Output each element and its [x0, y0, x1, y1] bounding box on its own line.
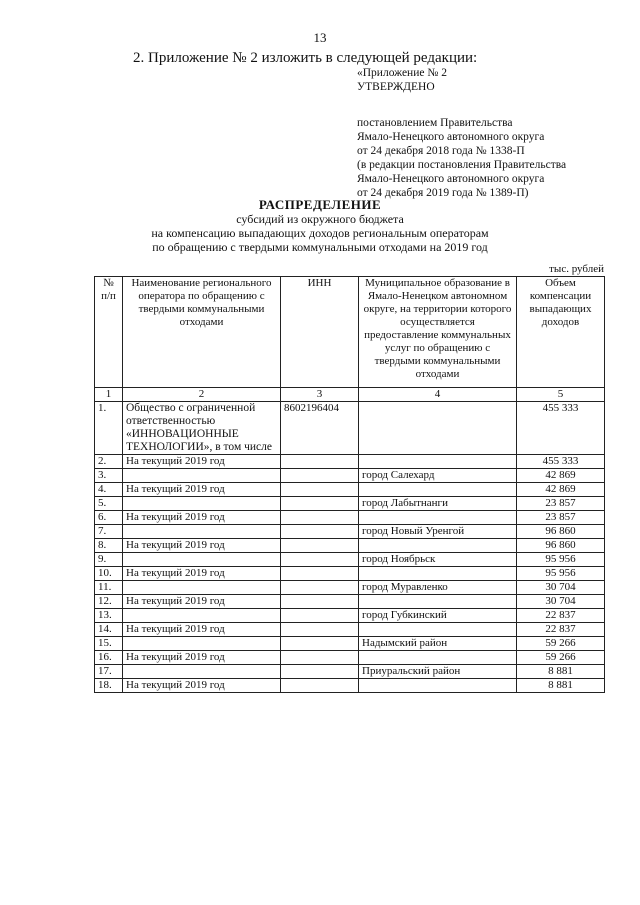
column-number-row	[95, 388, 605, 402]
document-title: РАСПРЕДЕЛЕНИЕ	[258, 197, 382, 212]
row-amount: 22 837	[517, 623, 605, 637]
row-municipality	[359, 595, 517, 609]
row-number: 14.	[95, 623, 123, 637]
row-operator: На текущий 2019 год	[123, 651, 281, 665]
row-number: 5.	[95, 497, 123, 511]
row-number: 18.	[95, 679, 123, 693]
intro-text: 2. Приложение № 2 изложить в следующей редакции:	[133, 50, 478, 66]
document-subtitle: на компенсацию выпадающих доходов региональным операторам	[151, 226, 489, 240]
row-municipality	[359, 651, 517, 665]
table-row	[95, 595, 605, 609]
row-amount: 22 837	[517, 609, 605, 623]
row-municipality	[359, 623, 517, 637]
row-municipality: город Губкинский	[359, 609, 517, 623]
row-amount: 42 869	[517, 469, 605, 483]
row-inn	[281, 455, 359, 469]
table-row	[95, 637, 605, 651]
column-number: 2	[123, 388, 281, 402]
row-operator	[123, 665, 281, 679]
header-municipality: Муниципальное образование в Ямало-Ненецком автономном округе, на территории которого осуществляется предоставление коммунальных услуг по обращению с твердыми коммунальными отходами	[359, 277, 517, 388]
row-municipality	[359, 483, 517, 497]
row-number: 13.	[95, 609, 123, 623]
row-number: 15.	[95, 637, 123, 651]
row-amount: 455 333	[517, 402, 605, 455]
distribution-table	[94, 276, 605, 693]
row-inn	[281, 567, 359, 581]
row-amount: 8 881	[517, 665, 605, 679]
row-municipality: Приуральский район	[359, 665, 517, 679]
table-row	[95, 623, 605, 637]
row-inn	[281, 581, 359, 595]
row-amount: 8 881	[517, 679, 605, 693]
units-label: тыс. рублей	[549, 263, 604, 275]
row-operator: На текущий 2019 год	[123, 595, 281, 609]
row-amount: 59 266	[517, 637, 605, 651]
row-municipality: город Новый Уренгой	[359, 525, 517, 539]
row-amount: 30 704	[517, 581, 605, 595]
table-row	[95, 679, 605, 693]
row-number: 11.	[95, 581, 123, 595]
page-number: 13	[313, 30, 327, 45]
row-inn	[281, 539, 359, 553]
table-row	[95, 497, 605, 511]
row-amount: 59 266	[517, 651, 605, 665]
header-number: № п/п	[95, 277, 123, 388]
row-number: 17.	[95, 665, 123, 679]
row-municipality	[359, 402, 517, 455]
row-operator	[123, 469, 281, 483]
approval-line: Ямало-Ненецкого автономного округа	[357, 131, 545, 143]
column-number: 1	[95, 388, 123, 402]
document-title-block	[0, 198, 640, 254]
document-subtitle: субсидий из окружного бюджета	[236, 212, 404, 226]
row-number: 10.	[95, 567, 123, 581]
row-inn	[281, 651, 359, 665]
row-inn	[281, 665, 359, 679]
table-row	[95, 539, 605, 553]
approval-appendix-line: «Приложение № 2	[357, 67, 447, 79]
row-amount: 96 860	[517, 525, 605, 539]
row-municipality: Надымский район	[359, 637, 517, 651]
row-amount: 95 956	[517, 567, 605, 581]
approval-line: от 24 декабря 2018 года № 1338-П	[357, 145, 525, 157]
row-number: 9.	[95, 553, 123, 567]
row-number: 12.	[95, 595, 123, 609]
row-inn	[281, 623, 359, 637]
approval-line: постановлением Правительства	[357, 117, 513, 129]
row-amount: 96 860	[517, 539, 605, 553]
row-operator	[123, 609, 281, 623]
column-number: 3	[281, 388, 359, 402]
row-municipality: город Лабытнанги	[359, 497, 517, 511]
row-operator: На текущий 2019 год	[123, 483, 281, 497]
row-amount: 30 704	[517, 595, 605, 609]
row-operator: Общество с ограниченной ответственностью «ИННОВАЦИОННЫЕ ТЕХНОЛОГИИ», в том числе	[123, 402, 281, 455]
row-number: 16.	[95, 651, 123, 665]
table-row	[95, 511, 605, 525]
row-municipality	[359, 539, 517, 553]
row-operator: На текущий 2019 год	[123, 511, 281, 525]
row-inn	[281, 637, 359, 651]
row-inn	[281, 609, 359, 623]
header-amount: Объем компенсации выпадающих доходов	[517, 277, 605, 388]
approval-line: (в редакции постановления Правительства	[357, 159, 567, 171]
row-municipality	[359, 511, 517, 525]
table-row	[95, 402, 605, 455]
row-operator	[123, 497, 281, 511]
header-inn: ИНН	[281, 277, 359, 388]
row-operator: На текущий 2019 год	[123, 567, 281, 581]
row-municipality: город Ноябрьск	[359, 553, 517, 567]
table-header-row	[95, 277, 605, 388]
row-amount: 455 333	[517, 455, 605, 469]
row-amount: 42 869	[517, 483, 605, 497]
table-row	[95, 469, 605, 483]
table-row	[95, 665, 605, 679]
row-number: 7.	[95, 525, 123, 539]
row-municipality: город Муравленко	[359, 581, 517, 595]
row-number: 6.	[95, 511, 123, 525]
row-operator: На текущий 2019 год	[123, 679, 281, 693]
row-operator: На текущий 2019 год	[123, 623, 281, 637]
row-municipality	[359, 455, 517, 469]
row-operator	[123, 525, 281, 539]
table-row	[95, 525, 605, 539]
row-number: 8.	[95, 539, 123, 553]
row-number: 3.	[95, 469, 123, 483]
row-municipality	[359, 567, 517, 581]
row-operator: На текущий 2019 год	[123, 455, 281, 469]
row-inn	[281, 525, 359, 539]
row-amount: 95 956	[517, 553, 605, 567]
row-amount: 23 857	[517, 497, 605, 511]
row-inn: 8602196404	[281, 402, 359, 455]
row-operator	[123, 581, 281, 595]
row-inn	[281, 483, 359, 497]
row-number: 2.	[95, 455, 123, 469]
row-inn	[281, 511, 359, 525]
table-row	[95, 651, 605, 665]
row-number: 1.	[95, 402, 123, 455]
table-row	[95, 455, 605, 469]
row-inn	[281, 553, 359, 567]
table-row	[95, 609, 605, 623]
row-amount: 23 857	[517, 511, 605, 525]
row-operator	[123, 553, 281, 567]
row-municipality: город Салехард	[359, 469, 517, 483]
row-inn	[281, 595, 359, 609]
table-row	[95, 581, 605, 595]
approval-block	[357, 66, 566, 200]
table-row	[95, 567, 605, 581]
row-inn	[281, 469, 359, 483]
table-row	[95, 483, 605, 497]
table-row	[95, 553, 605, 567]
row-number: 4.	[95, 483, 123, 497]
column-number: 4	[359, 388, 517, 402]
document-subtitle: по обращению с твердыми коммунальными отходами на 2019 год	[152, 240, 488, 254]
approval-line: Ямало-Ненецкого автономного округа	[357, 173, 545, 185]
approval-approved-line: УТВЕРЖДЕНО	[357, 81, 435, 93]
row-inn	[281, 679, 359, 693]
approval-line: от 24 декабря 2019 года № 1389-П)	[357, 187, 529, 199]
column-number: 5	[517, 388, 605, 402]
header-operator: Наименование регионального оператора по обращению с твердыми коммунальными отходами	[123, 277, 281, 388]
row-municipality	[359, 679, 517, 693]
row-operator	[123, 637, 281, 651]
row-inn	[281, 497, 359, 511]
row-operator: На текущий 2019 год	[123, 539, 281, 553]
